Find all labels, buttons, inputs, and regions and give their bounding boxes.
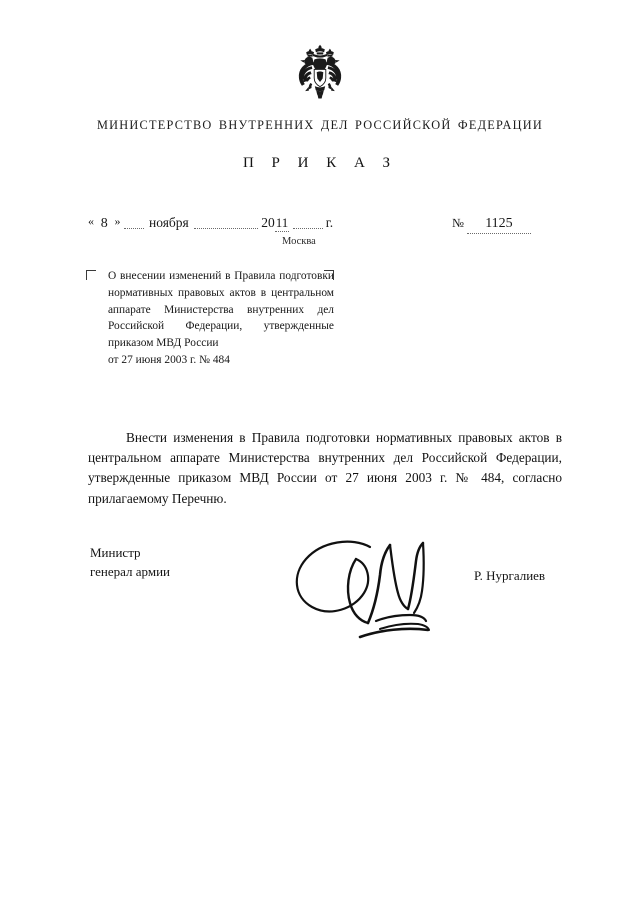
document-meta-row xyxy=(0,214,640,260)
date-day-value: 8 xyxy=(100,216,108,231)
date-year-rule xyxy=(293,217,323,229)
document-type-heading: П Р И К А З xyxy=(242,155,398,171)
corner-bracket-left-icon xyxy=(86,270,96,280)
date-line xyxy=(88,214,333,232)
document-number-value: 1125 xyxy=(467,216,531,234)
signatory-name: Р. Нургалиев xyxy=(474,568,546,583)
subject-text xyxy=(86,268,334,369)
subject-reference: от 27 июня 2003 г. № 484 xyxy=(108,353,230,366)
date-month-value: ноября xyxy=(149,215,189,230)
signatory-position: Министр xyxy=(90,545,141,560)
ministry-title: МИНИСТЕРСТВО ВНУТРЕННИХ ДЕЛ РОССИЙСКОЙ ФЕДЕРАЦИИ xyxy=(96,118,544,132)
subject-main: О внесении изменений в Правила подготовки нормативных правовых актов в центральном аппарате Министерства внутренних дел Российской Федерации, утвержденные приказом МВД России xyxy=(108,270,334,350)
signatory-rank: генерал армии xyxy=(90,563,170,579)
handwritten-signature-icon xyxy=(288,531,468,651)
city-label: Москва xyxy=(282,236,316,247)
quote-close: » xyxy=(114,214,121,228)
date-year-mark: г. xyxy=(325,215,334,230)
date-day-rule xyxy=(124,217,144,229)
emblem-container xyxy=(0,42,640,104)
russian-coat-of-arms-double-headed-eagle-icon xyxy=(284,42,356,104)
body-paragraph: Внести изменения в Правила подготовки нормативных правовых актов в центральном аппарате Министерства внутренних дел Российской Федерации, утвержденные приказом МВД России от 27 июня 2003 г. № 484, согласно прилагаемому Перечню. xyxy=(88,430,562,506)
quote-open: « xyxy=(88,214,94,228)
subject-block xyxy=(86,268,334,369)
signatory-title xyxy=(90,544,170,582)
corner-bracket-right-icon xyxy=(324,270,334,280)
date-year-suffix: 11 xyxy=(275,215,289,230)
document-number-line xyxy=(452,215,531,234)
date-month-rule xyxy=(194,217,258,229)
signature-block xyxy=(0,544,640,664)
number-sign: № xyxy=(452,216,464,230)
date-year-prefix: 20 xyxy=(261,215,275,230)
